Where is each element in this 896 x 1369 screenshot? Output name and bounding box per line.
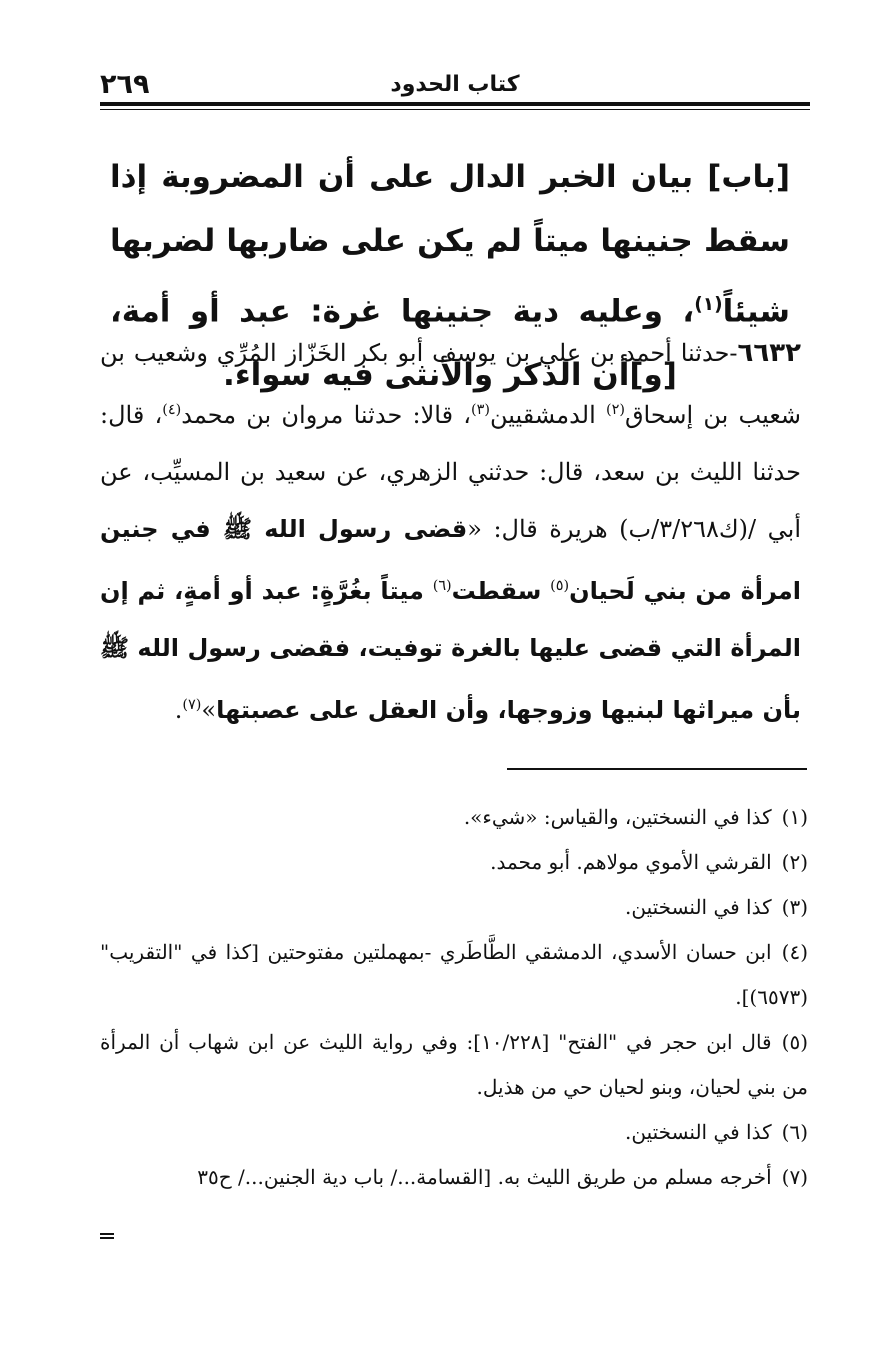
page-number: ٢٦٩	[100, 69, 150, 100]
chapter-heading-line2: ، وعليه دية جنينها غرة: عبد أو أمة، [و]أن الذكر والأنثى فيه سواء.	[110, 293, 695, 394]
footnote-4	[100, 930, 808, 1020]
footnote-number: (٦)	[781, 1120, 808, 1144]
footnote-number: (١)	[781, 805, 808, 829]
matn-part-b: سقطت	[451, 577, 551, 605]
page-header	[100, 69, 810, 100]
footnote-1	[100, 795, 808, 840]
footnote-3	[100, 885, 808, 930]
footnote-ref-5: (٥)	[550, 578, 570, 594]
hadith-number: ٦٦٣٢	[737, 338, 801, 368]
matn-part-c: ميتاً بغُرَّةٍ: عبد أو أمةٍ، ثم إن المرأة التي قضى عليها بالغرة توفيت، فقضى رسول الله ﷺ بأن ميراثها لبنيها وزوجها، وأن العقل على عصبتها	[100, 577, 801, 724]
footnote-number: (٢)	[781, 850, 808, 874]
footnote-ref-6: (٦)	[432, 578, 452, 594]
footnote-text: قال ابن حجر في "الفتح" [١٠/٢٢٨]: وفي رواية الليث عن ابن شهاب أن المرأة من بني لحيان، وبنو لحيان حي من هذيل.	[100, 1030, 808, 1099]
footnote-ref-1: (١)	[694, 294, 723, 315]
footnote-number: (٥)	[781, 1030, 808, 1054]
footnote-text: ابن حسان الأسدي، الدمشقي الطَّاطَري -بمهملتين مفتوحتين [كذا في "التقريب" (٦٥٧٣)].	[100, 940, 808, 1009]
running-title: كتاب الحدود	[390, 72, 520, 97]
footnote-ref-2: (٢)	[605, 402, 625, 418]
footnote-text: كذا في النسختين.	[625, 1120, 772, 1144]
footnote-text: كذا في النسختين، والقياس: «شيء».	[463, 805, 772, 829]
matn-part-a: قضى رسول الله ﷺ في جنين امرأة من بني لَحيان	[100, 515, 802, 605]
footnote-separator	[507, 768, 807, 770]
header-rule-thick	[100, 102, 810, 106]
footnote-5	[100, 1020, 808, 1110]
footnote-number: (٧)	[781, 1165, 808, 1189]
isnad-part-a: -حدثنا أحمد بن علي بن يوسف أبو بكر الخَزّاز المُرِّي وشعيب بن شعيب بن إسحاق	[100, 339, 801, 429]
footnote-ref-4: (٤)	[162, 402, 182, 418]
hadith-end: .	[174, 696, 183, 724]
isnad-part-c: ، قالا: حدثنا مروان بن محمد	[181, 401, 472, 429]
chapter-heading-line1: بيان الخبر الدال على أن المضروبة إذا سقط جنينها ميتاً لم يكن على ضاربها لضربها شيئاً	[110, 159, 790, 330]
isnad-part-d: ، قال: حدثنا الليث بن سعد، قال: حدثني الزهري، عن سعيد بن المسيِّب، عن أبي /(ك٣/٢٦٨/ب) هريرة قال: «	[100, 401, 801, 543]
footnote-7	[100, 1155, 808, 1200]
footnote-text: القرشي الأموي مولاهم. أبو محمد.	[490, 850, 772, 874]
footnote-ref-7: (٧)	[182, 697, 202, 713]
continuation-mark	[100, 1233, 114, 1239]
hadith-text	[100, 325, 801, 739]
footnote-number: (٣)	[781, 895, 808, 919]
footnote-6	[100, 1110, 808, 1155]
footnote-number: (٤)	[781, 940, 808, 964]
footnote-text: أخرجه مسلم من طريق الليث به. [القسامة.../ باب دية الجنين.../ ح٣٥	[197, 1165, 772, 1189]
footnote-2	[100, 840, 808, 885]
footnotes	[100, 795, 808, 1200]
quote-close: »	[201, 696, 217, 724]
isnad-part-b: الدمشقيين	[490, 401, 606, 429]
chapter-heading-prefix: [باب]	[707, 159, 791, 195]
footnote-ref-3: (٣)	[471, 402, 490, 418]
footnote-text: كذا في النسختين.	[625, 895, 772, 919]
header-rule-thin	[100, 109, 810, 110]
